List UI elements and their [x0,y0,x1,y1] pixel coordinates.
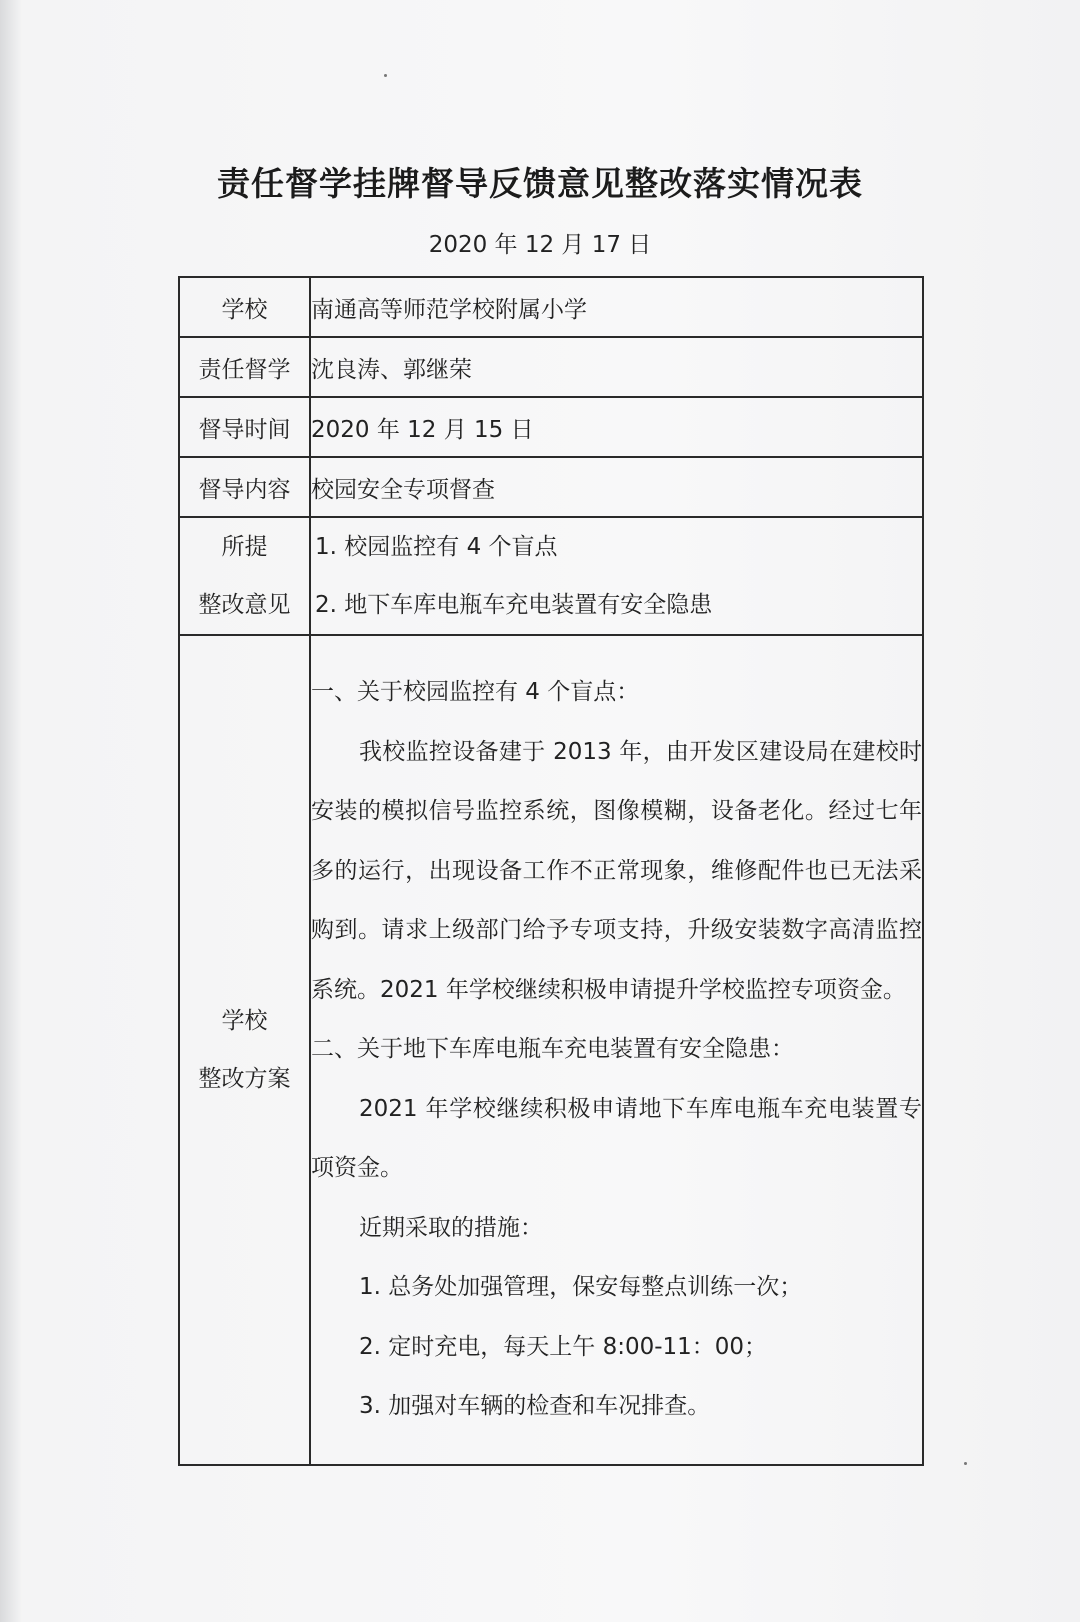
rectification-table [178,276,924,1466]
table-row [179,517,923,635]
feedback-item: 1. 校园监控有 4 个盲点 [315,534,558,560]
measure-item: 3. 加强对车辆的检查和车况排查。 [359,1393,711,1420]
table-row [179,337,923,397]
paper-speck [384,74,387,77]
inspection-date: 2020 年 12 月 15 日 [310,397,923,457]
feedback-label-line2: 整改意见 [198,592,291,618]
table-row [179,397,923,457]
table-row [179,635,923,1465]
document-title: 责任督学挂牌督导反馈意见整改落实情况表 [217,164,863,203]
row-label: 督导内容 [179,457,310,517]
row-label: 学校 [179,277,310,337]
plan-label [179,635,310,1465]
row-label: 督导时间 [179,397,310,457]
feedback-label-line1: 所提 [221,534,268,560]
feedback-items [310,517,923,635]
inspectors: 沈良涛、郭继荣 [310,337,923,397]
plan-label-line2: 整改方案 [198,1066,291,1092]
measures-title: 近期采取的措施： [359,1214,543,1241]
inspection-content: 校园安全专项督查 [310,457,923,517]
plan-heading-1: 一、关于校园监控有 4 个盲点： [311,679,640,706]
table-row [179,277,923,337]
plan-content [310,635,923,1465]
paper-speck [964,1462,967,1465]
plan-label-line1: 学校 [221,1008,268,1034]
row-label: 责任督学 [179,337,310,397]
document-date: 2020 年 12 月 17 日 [428,232,652,258]
plan-heading-2: 二、关于地下车库电瓶车充电装置有安全隐患： [311,1036,794,1063]
measure-item: 2. 定时充电，每天上午 8:00-11：00； [359,1333,768,1360]
table-row [179,457,923,517]
plan-paragraph-2: 2021 年学校继续积极申请地下车库电瓶车充电装置专项资金。 [311,1095,922,1182]
feedback-item: 2. 地下车库电瓶车充电装置有安全隐患 [315,592,713,618]
measure-item: 1. 总务处加强管理，保安每整点训练一次； [359,1274,803,1301]
feedback-label [179,517,310,635]
school-name: 南通高等师范学校附属小学 [310,277,923,337]
plan-paragraph-1: 我校监控设备建于 2013 年，由开发区建设局在建校时安装的模拟信号监控系统，图像模糊，设备老化。经过七年多的运行，出现设备工作不正常现象，维修配件也已无法采购到。请求上级部门给予专项支持，升级安装数字高清监控系统。2021 年学校继续积极申请提升学校监控专项资金。 [311,738,922,1003]
